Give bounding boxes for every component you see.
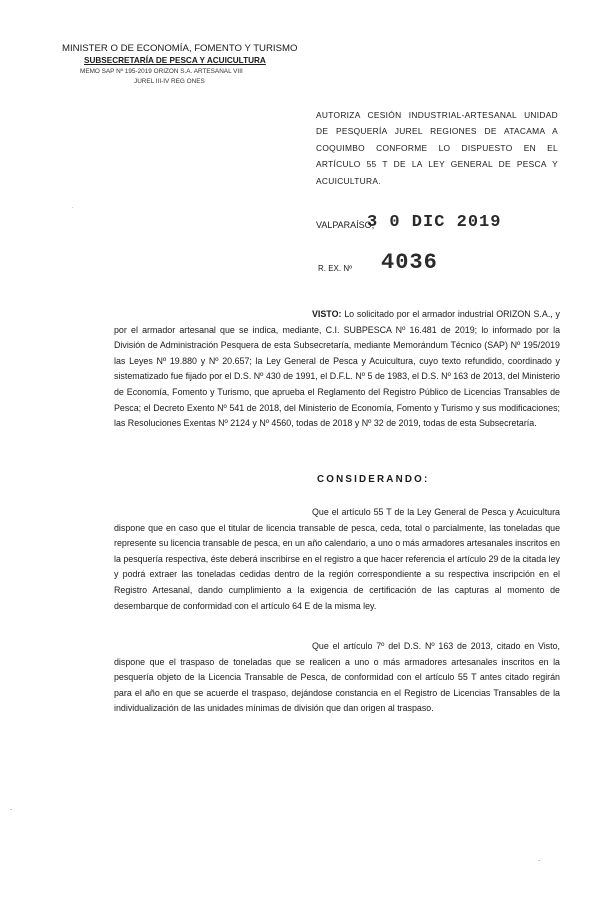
letterhead [62,42,302,87]
considerando-paragraph-2: Que el artículo 7º del D.S. Nº 163 de 2013, citado en Visto, dispone que el traspaso de toneladas que se realicen a uno o más armadores artesanales inscritos en la pesquería objeto de la Licencia Transable de Pesca, de conformidad con el artículo 55 T antes citado regirán para el año en que se acuerde el traspaso, dejándose constancia en el Registro de Licencias Transables de la individualización de las unidades mínimas de división que dan origen al traspaso. [114,641,560,714]
ministry-name: MINISTER O DE ECONOMÍA, FOMENTO Y TURISMO [62,43,298,54]
subsecretary-name: SUBSECRETARÍA DE PESCA Y ACUICULTURA [84,56,266,65]
place-label: VALPARAÍSO, [316,220,375,230]
visto-label: VISTO: [312,309,342,319]
margin-mark: . [538,854,541,863]
resolution-number-stamp: 4036 [381,250,438,275]
visto-text: Lo solicitado por el armador industrial ORIZON S.A., y por el armador artesanal que se indica, mediante, C.I. SUBPESCA Nº 16.481 de 2019; lo informado por la División de Administración Pesquera de esta Subsecretaría, mediante Memorándum Técnico (SAP) Nº 195/2019 las Leyes Nº 19.880 y Nº 20.657; la Ley General de Pesca y Acuicultura, cuyo texto refundido, coordinado y sistematizado fue fijado por el D.S. Nº 430 de 1991, el D.F.L. Nº 5 de 1983, el D.S. Nº 163 de 2013, del Ministerio de Economía, Fomento y Turismo, que aprueba el Reglamento del Registro Público de Licencias Transables de Pesca; el Decreto Exento Nº 541 de 2018, del Ministerio de Economía, Fomento y Turismo y sus modificaciones; las Resoluciones Exentas Nº 2124 y Nº 4560, todas de 2018 y Nº 32 de 2019, todas de esta Subsecretaría. [114,309,560,429]
resolution-number-label: R. EX. Nº [318,264,353,273]
fishery-reference: JUREL III-IV REG ONES [134,78,205,85]
memo-reference: MEMO SAP Nº 195-2019 ORIZON S.A. ARTESANAL VIII [80,68,243,75]
margin-mark: . [10,803,13,812]
date-stamp: 3 0 DIC 2019 [367,213,502,232]
considerando-paragraph-1: Que el artículo 55 T de la Ley General de Pesca y Acuicultura dispone que en caso que el titular de licencia transable de pesca, ceda, total o parcialmente, las toneladas que represente su licencia transable de pesca, en un año calendario, a uno o más armadores artesanales inscritos en la pesquería respectiva, éste deberá inscribirse en el registro a que hacer referencia el artículo 29 de la citada ley y podrá extraer las toneladas cedidas dentro de la región correspondiente a su respectiva inscripción en el Registro Artesanal, dando cumplimiento a la exigencia de certificación de las capturas al momento de desembarque de conformidad con el artículo 64 E de la misma ley. [114,507,560,611]
visto-paragraph [114,307,560,432]
considerando-heading: CONSIDERANDO: [317,474,430,485]
margin-mark: . [72,204,74,210]
resolution-subject: AUTORIZA CESIÓN INDUSTRIAL-ARTESANAL UNIDAD DE PESQUERÍA JUREL REGIONES DE ATACAMA A COQUIMBO CONFORME LO DISPUESTO EN EL ARTÍCULO 55 T DE LA LEY GENERAL DE PESCA Y ACUICULTURA. [316,110,558,186]
